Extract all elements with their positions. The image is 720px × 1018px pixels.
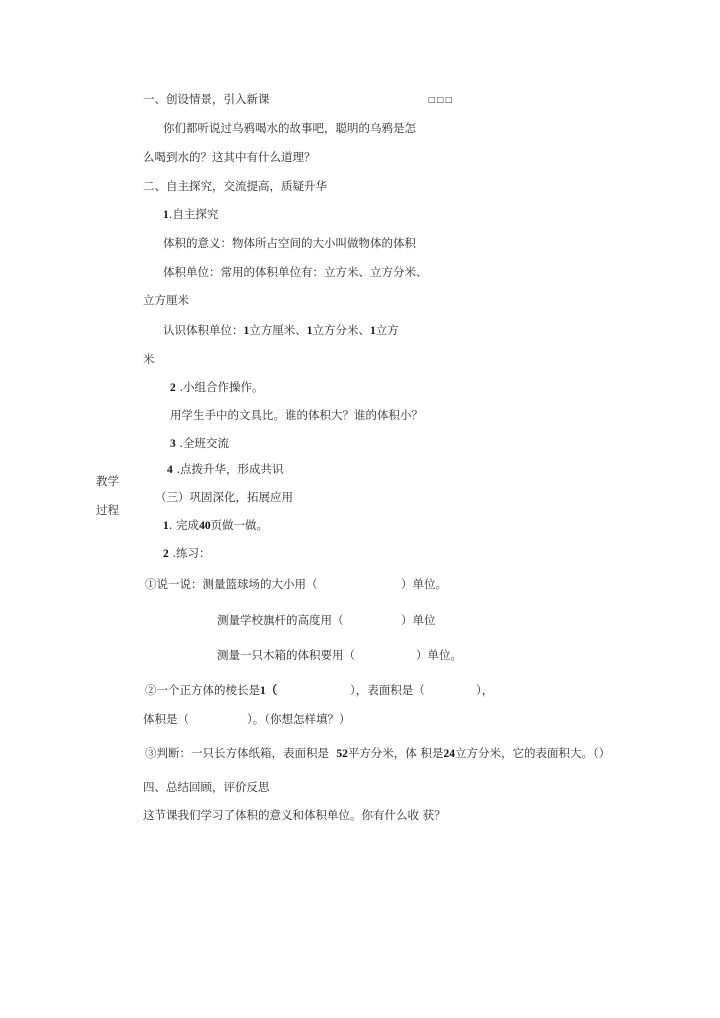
exercise-1-number: 1 — [163, 520, 169, 532]
section-heading-4: 四、总结回顾，评价反思 — [143, 780, 270, 794]
recognize-unit-2: 立方分米、 — [312, 323, 370, 337]
recognize-num-3: 1 — [370, 325, 376, 337]
question-2a-mid: ），表面积是（ — [350, 683, 425, 697]
exercise-1-page: 40 — [199, 520, 211, 532]
item-1-number: 1 — [163, 209, 169, 221]
recognize-num-1: 1 — [243, 325, 250, 337]
item-4-number: 4 — [167, 464, 173, 476]
section-heading-1: 一、创设情景，引入新课 — [143, 92, 270, 106]
exercise-1-suffix: 页做一做。 — [210, 518, 269, 532]
exercise-2 — [163, 546, 211, 561]
volume-meaning: 体积的意义：物体所占空间的大小叫做物体的体积 — [163, 236, 416, 250]
intro-line-2: 么喝到水的？这其中有什么道理？ — [143, 150, 316, 164]
question-3-text-b: 平方分米，体 积是 — [347, 746, 444, 760]
question-1b: 测量学校旗杆的高度用（ — [217, 613, 344, 627]
summary-line: 这节课我们学习了体积的意义和体积单位。你有什么收 获？ — [143, 808, 446, 822]
volume-units-line-2: 立方厘米 — [143, 293, 189, 307]
question-2a-paren: （ — [265, 685, 278, 697]
exercise-1 — [163, 518, 268, 533]
question-1b-end: ）单位 — [401, 613, 436, 627]
recognize-unit-1: 立方厘米、 — [249, 323, 307, 337]
exercise-1-prefix: . 完成 — [168, 518, 200, 532]
question-1c-end: ）单位。 — [416, 648, 462, 662]
item-2-number: 2 — [170, 382, 176, 394]
question-2a-text: ②一个正方体的棱长是 — [145, 683, 260, 697]
question-2b-end: ）。（你想怎样填？） — [247, 712, 351, 726]
volume-units-line-1: 体积单位：常用的体积单位有：立方米、立方分米、 — [163, 265, 428, 279]
question-2a-number: 1 — [260, 685, 266, 697]
section-heading-3: （三）巩固深化，拓展应用 — [155, 490, 293, 504]
item-3-number: 3 — [170, 438, 176, 450]
exercise-2-number: 2 — [163, 548, 169, 560]
recognize-num-2: 1 — [306, 325, 313, 337]
question-2b: 体积是（ — [143, 712, 189, 726]
intro-line-1: 你们都听说过乌鸦喝水的故事吧，聪明的乌鸦是怎 — [163, 121, 416, 135]
question-3-text-a: ③判断：一只长方体纸箱，表面积是 — [145, 746, 329, 760]
item-4 — [167, 462, 284, 477]
exercise-2-text: .练习： — [172, 546, 211, 560]
side-label-teaching: 教学 — [96, 474, 119, 488]
question-3-number-2: 24 — [443, 748, 455, 760]
item-2 — [170, 380, 264, 395]
item-1-text: .自主探究 — [168, 207, 219, 221]
question-1c: 测量一只木箱的体积要用（ — [217, 648, 355, 662]
question-1a: ①说一说：测量篮球场的大小用（ — [145, 577, 318, 591]
recognize-units-line-1 — [163, 323, 399, 338]
recognize-unit-3: 立方 — [375, 323, 399, 337]
question-3-number-1: 52 — [336, 748, 348, 760]
question-2a-end: ）， — [476, 683, 494, 697]
item-2-text: .小组合作操作。 — [179, 380, 264, 394]
item-3 — [170, 436, 229, 451]
item-1 — [163, 207, 218, 222]
corner-mark: □□□ — [428, 95, 454, 104]
question-3 — [145, 746, 610, 761]
question-1a-end: ）单位。 — [401, 577, 447, 591]
question-2a — [145, 683, 277, 698]
question-3-text-c: 立方分米，它的表面积大。（） — [454, 746, 611, 760]
section-heading-2: 二、自主探究，交流提高，质疑升华 — [143, 179, 327, 193]
item-2-description: 用学生手中的文具比。谁的体积大？谁的体积小？ — [170, 408, 423, 422]
recognize-units-line-2: 米 — [143, 352, 155, 366]
item-4-text: .点拨升华，形成共识 — [176, 462, 284, 476]
side-label-process: 过程 — [96, 503, 119, 517]
recognize-prefix: 认识体积单位： — [163, 323, 244, 337]
item-3-text: .全班交流 — [179, 436, 230, 450]
